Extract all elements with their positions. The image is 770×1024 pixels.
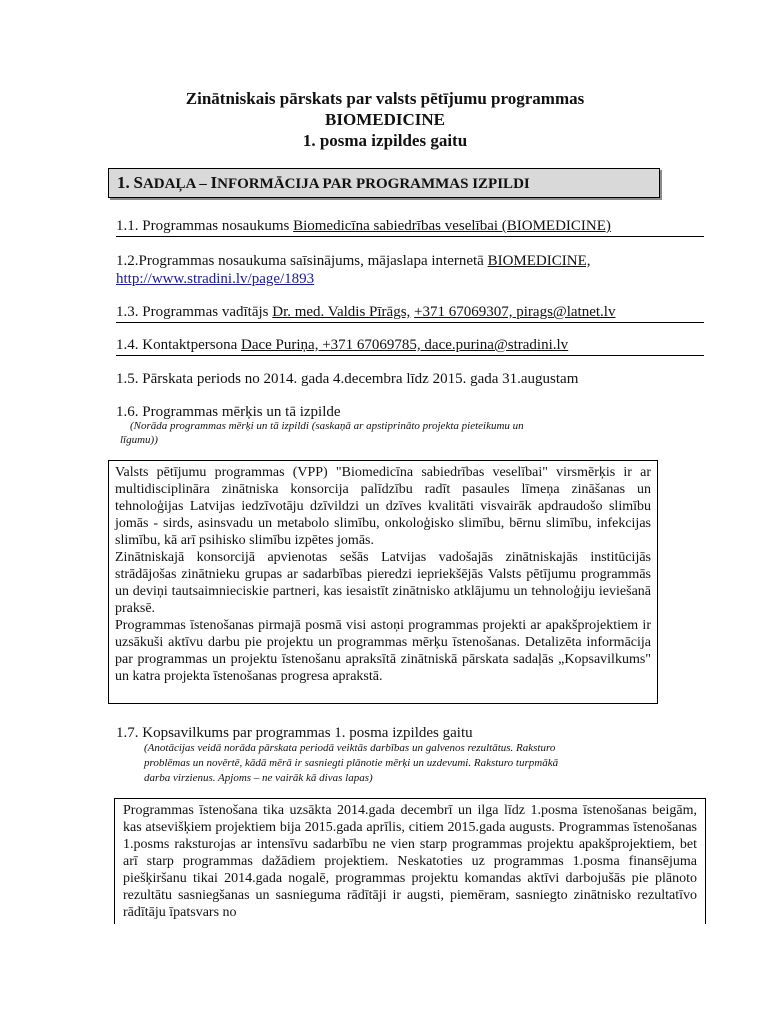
item-1-5: 1.5. Pārskata periods no 2014. gada 4.decembra līdz 2015. gada 31.augustam	[116, 371, 579, 387]
section-heading-part-2: NFORMĀCIJA PAR PROGRAMMAS IZPILDI	[217, 176, 530, 192]
item-1-6-note-line-1: (Norāda programmas mērķi un tā izpildi (saskaņā ar apstiprināto projekta pieteikumu un	[130, 420, 524, 432]
item-1-1-label: 1.1. Programmas nosaukums	[116, 218, 294, 234]
section-heading-cap-i: I	[210, 173, 218, 192]
item-1-4	[116, 336, 704, 356]
item-1-6: 1.6. Programmas mērķis un tā izpilde	[116, 404, 341, 420]
section-heading	[108, 168, 660, 198]
item-1-2-value: BIOMEDICINE,	[487, 253, 591, 269]
item-1-2-link-row	[116, 270, 704, 289]
item-1-3	[116, 303, 704, 323]
item-1-3-contact: +371 67069307, pirags@latnet.lv	[414, 304, 616, 320]
item-1-1	[116, 217, 704, 237]
summary-box	[114, 798, 706, 924]
item-1-7-note-line-1: (Anotācijas veidā norāda pārskata periodā veiktās darbības un galvenos rezultātus. Raksturo	[144, 742, 556, 754]
section-heading-cap-s: S	[133, 173, 143, 192]
summary-paragraph: Programmas īstenošana tika uzsākta 2014.gada decembrī un ilga līdz 1.posma īstenošanas beigām, kas atsevišķiem projektiem bija 2015.gada aprīlis, citiem 2015.gada augusts. Programmas īstenošanas 1.posms raksturojas ar intensīvu sadarbību ne vien starp programmas projektu apakšprojektiem, bet arī starp programmas dažādiem projektiem. Neskatoties uz programmas 1.posma finansējuma piešķiršanu tikai 2014.gada nogalē, programmas projektu komandas aktīvi darbojušās pie plānoto rezultātu sasniegšanas un sasnieguma rādītāji ir augsti, piemēram, sasniegto zinātnisko rezultatīvo rādītāju īpatsvars no	[123, 803, 697, 920]
item-1-7-note-line-3: darba virzienus. Apjoms – ne vairāk kā divas lapas)	[144, 772, 373, 784]
item-1-4-value: Dace Puriņa, +371 67069785, dace.purina@stradini.lv	[240, 337, 569, 353]
title-line-2: BIOMEDICINE	[325, 110, 445, 129]
item-1-4-label: 1.4. Kontaktpersona	[116, 337, 241, 353]
program-website-link[interactable]: http://www.stradini.lv/page/1893	[116, 271, 315, 287]
goal-paragraph-2: Zinātniskajā konsorcijā apvienotas sešās Latvijas vadošajās zinātniskajās institūcijās strādājošas zinātnieku grupas ar sadarbības pieredzi iepriekšējās Valsts pētījumu programmās un deviņi tautsaimnieciskie partneri, kas iesaistīt zinātnisko atklājumu un tehnoloģiju ieviešanā praksē.	[115, 550, 651, 616]
goal-paragraph-1: Valsts pētījumu programmas (VPP) "Biomedicīna sabiedrības veselībai" virsmērķis ir ar multidisciplināra zinātniska konsorcija palīdzību radīt pasaules līmeņa zināšanas un tehnoloģijas Latvijas iedzīvotāju dzīvildzi un dzīves kvalitāti visvairāk apdraudošo slimību jomās - sirds, asinsvadu un metabolo slimību, onkoloģisko slimību, bērnu slimību, infekcijas slimību, kā arī psihisko slimību izpētes jomās.	[115, 465, 651, 548]
item-1-6-note-line-2: līgumu))	[120, 434, 158, 446]
section-number: 1.	[117, 173, 130, 192]
item-1-2	[116, 252, 704, 271]
item-1-7-note-line-2: problēmas un novērtē, kādā mērā ir sasniegti plānotie mērķi un uzdevumi. Raksturo turpmākā	[144, 757, 559, 769]
program-goal-box	[108, 460, 658, 704]
item-1-7: 1.7. Kopsavilkums par programmas 1. posma izpildes gaitu	[116, 725, 473, 741]
goal-paragraph-3: Programmas īstenošanas pirmajā posmā visi astoņi programmas projekti ar apakšprojektiem ir uzsākuši aktīvu darbu pie projektu un programmas mērķu īstenošanas. Detalizēta informācija par programmas un projektu īstenošanu apraksītā zinātniskā pārskata sadaļās „Kopsavilkums" un katra projekta īstenošanas progresa aprakstā.	[115, 618, 651, 684]
item-1-2-label: 1.2.Programmas nosaukuma saīsinājums, mājaslapa internetā	[116, 253, 488, 269]
section-heading-part-1: ADAĻA –	[142, 176, 211, 192]
title-line-1: Zinātniskais pārskats par valsts pētījumu programmas	[185, 89, 585, 108]
item-1-3-name: Dr. med. Valdis Pīrāgs,	[272, 304, 411, 320]
document-title	[0, 88, 770, 151]
item-1-3-label: 1.3. Programmas vadītājs	[116, 304, 273, 320]
item-1-1-value: Biomedicīna sabiedrības veselībai (BIOMEDICINE)	[293, 218, 611, 234]
title-line-3: 1. posma izpildes gaitu	[302, 131, 468, 150]
